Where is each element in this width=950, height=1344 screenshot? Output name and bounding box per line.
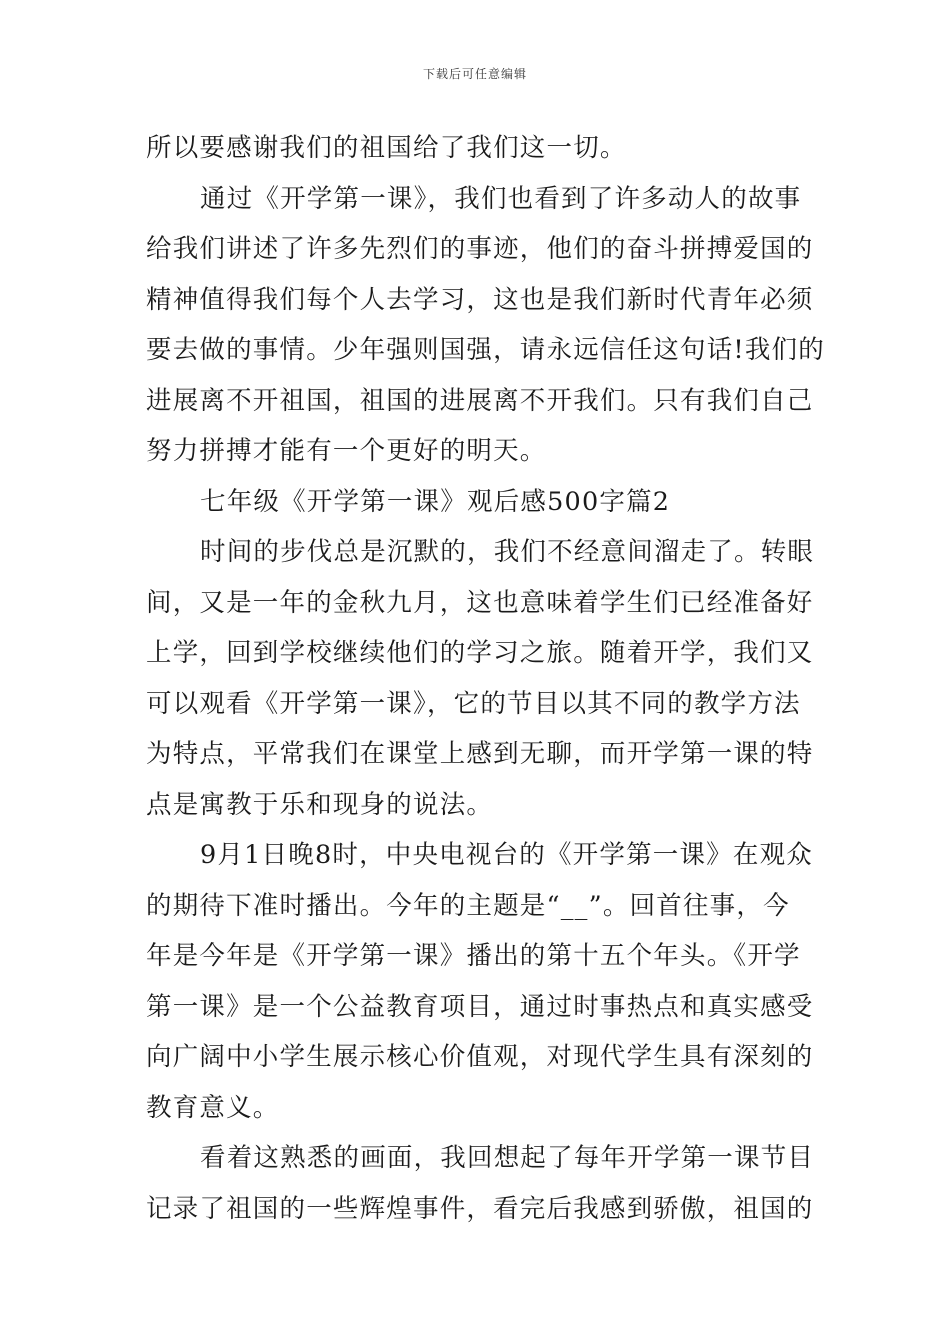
text-line: 可以观看《开学第一课》，它的节目以其不同的教学方法: [146, 688, 801, 719]
text-line: 努力拼搏才能有一个更好的明天。: [146, 436, 547, 466]
text-line: 精神值得我们每个人去学习，这也是我们新时代青年必须: [146, 284, 814, 315]
text-line: 上学，回到学校继续他们的学习之旅。随着开学，我们又: [146, 638, 814, 668]
text-line: 看着这熟悉的画面，我回想起了每年开学第一课节目: [200, 1143, 815, 1173]
text-line: 进展离不开祖国，祖国的进展离不开我们。只有我们自己: [146, 385, 814, 416]
section-heading: 七年级《开学第一课》观后感500字篇2: [200, 486, 671, 517]
text-line: 时间的步伐总是沉默的，我们不经意间溜走了。转眼: [200, 537, 815, 567]
text-line: 要去做的事情。少年强则国强，请永远信任这句话!我们的: [146, 335, 825, 365]
text-line: 所以要感谢我们的祖国给了我们这一切。: [146, 133, 627, 163]
text-line: 通过《开学第一课》，我们也看到了许多动人的故事: [200, 183, 802, 214]
text-line: 记录了祖国的一些辉煌事件，看完后我感到骄傲，祖国的: [146, 1193, 814, 1224]
text-line: 为特点，平常我们在课堂上感到无聊，而开学第一课的特: [146, 739, 814, 769]
text-line: 第一课》是一个公益教育项目，通过时事热点和真实感受: [146, 991, 814, 1022]
text-line: 的期待下准时播出。今年的主题是“__”。回首往事，今: [146, 890, 790, 921]
text-line: 教育意义。: [146, 1092, 280, 1123]
text-line: 9月1日晚8时，中央电视台的《开学第一课》在观众: [200, 840, 813, 870]
document-body: [146, 123, 825, 1234]
page-header: 下载后可任意编辑: [422, 67, 527, 81]
text-line: 间，又是一年的金秋九月，这也意味着学生们已经准备好: [146, 587, 814, 618]
text-line: 点是寓教于乐和现身的说法。: [146, 789, 494, 820]
text-line: 向广阔中小学生展示核心价值观，对现代学生具有深刻的: [146, 1042, 814, 1072]
text-line: 给我们讲述了许多先烈们的事迹，他们的奋斗拼搏爱国的: [146, 234, 814, 264]
text-line: 年是今年是《开学第一课》播出的第十五个年头。《开学: [146, 941, 801, 971]
